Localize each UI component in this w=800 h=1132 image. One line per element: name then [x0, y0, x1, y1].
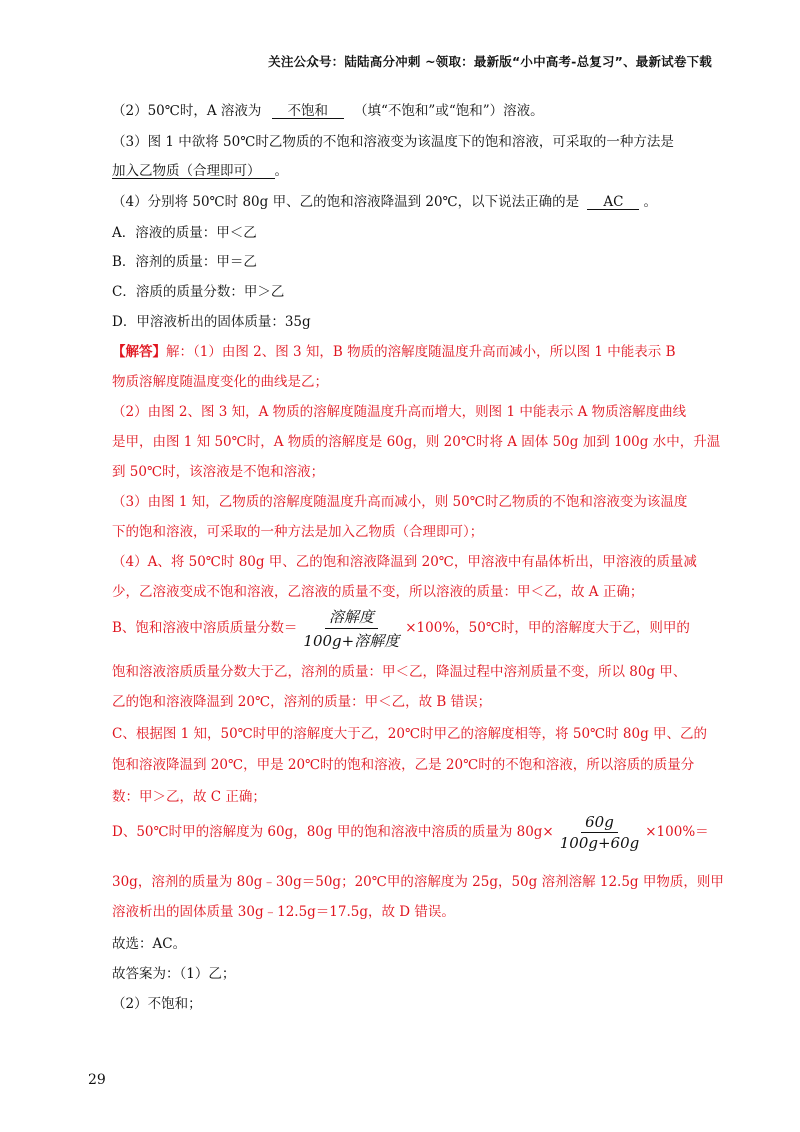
solution-line-17: 30g，溶剂的质量为 80g﹣30g＝50g；20℃甲的溶解度为 25g，50g 溶剂溶解 12.5g 甲物质，则甲 [112, 874, 724, 890]
question-3-line1: （3）图 1 中欲将 50℃时乙物质的不饱和溶液变为该温度下的饱和溶液，可采取的一种方法是 [112, 134, 674, 150]
q2-prefix: （2）50℃时，A 溶液为 [112, 103, 262, 119]
b-suffix: ×100%，50℃时，甲的溶解度大于乙，则甲的 [405, 620, 690, 636]
q3-answer: 加入乙物质（合理即可） [112, 164, 275, 179]
q4-prefix: （4）分别将 50℃时 80g 甲、乙的饱和溶液降温到 20℃，以下说法正确的是 [112, 194, 580, 210]
solution-line-1 [112, 340, 676, 360]
solution-line-5: 到 50℃时，该溶液是不饱和溶液； [112, 464, 325, 480]
solution-line-3: （2）由图 2、图 3 知，A 物质的溶解度随温度升高而增大，则图 1 中能表示 A 物质溶解度曲线 [112, 404, 687, 420]
d-prefix: D、50℃时甲的溶解度为 60g，80g 甲的饱和溶液中溶质的质量为 80g× [112, 824, 554, 840]
solution-line-13: C、根据图 1 知，50℃时甲的溶解度大于乙，20℃时甲乙的溶解度相等，将 50℃时 80g 甲、乙的 [112, 726, 708, 742]
solution-b-formula-line [112, 606, 690, 651]
b-fraction [299, 606, 403, 651]
question-4 [112, 190, 657, 210]
q4-answer: AC [587, 195, 639, 210]
solution-line-7: 下的饱和溶液，可采取的一种方法是加入乙物质（合理即可）； [112, 524, 484, 540]
page-number: 29 [88, 1072, 106, 1088]
solution-line-15: 数：甲＞乙，故 C 正确； [112, 789, 266, 805]
d-fraction-numerator: 60g [581, 813, 618, 833]
b-prefix: B、饱和溶液中溶质质量分数＝ [112, 620, 298, 636]
q4-suffix: 。 [643, 194, 657, 210]
solution-line-14: 饱和溶液降温到 20℃，甲是 20℃时的饱和溶液，乙是 20℃时的不饱和溶液，所以溶质的质量分 [112, 757, 695, 773]
q3-suffix: 。 [274, 163, 288, 179]
d-fraction-denominator: 100g+60g [559, 834, 640, 852]
q2-suffix: （填“不饱和”或“饱和”）溶液。 [354, 103, 544, 119]
option-b: B．溶剂的质量：甲＝乙 [112, 254, 257, 270]
solution-line-12: 乙的饱和溶液降温到 20℃，溶剂的质量：甲＜乙，故 B 错误； [112, 694, 492, 710]
page-header: 关注公众号：陆陆高分冲刺 ~领取：最新版“小中高考-总复习”、最新试卷下载 [268, 54, 712, 69]
d-fraction [556, 813, 644, 852]
solution-line-11: 饱和溶液溶质质量分数大于乙，溶剂的质量：甲＜乙，降温过程中溶剂质量不变，所以 80g 甲、 [112, 664, 687, 680]
answers-title: 故答案为：（1）乙； [112, 966, 236, 982]
solution-line-9: 少，乙溶液变成不饱和溶液，乙溶液的质量不变，所以溶液的质量：甲＜乙，故 A 正确； [112, 584, 644, 600]
option-d: D．甲溶液析出的固体质量：35g [112, 314, 311, 330]
solution-line-8: （4）A、将 50℃时 80g 甲、乙的饱和溶液降温到 20℃，甲溶液中有晶体析出，甲溶液的质量减 [112, 554, 697, 570]
q2-answer: 不饱和 [272, 104, 344, 119]
solution-d-formula-line [112, 813, 709, 852]
solution-line-2: 物质溶解度随温度变化的曲线是乙； [112, 374, 328, 390]
option-a: A．溶液的质量：甲＜乙 [112, 225, 257, 241]
d-suffix: ×100%＝ [645, 824, 709, 840]
question-3-line2 [112, 159, 288, 179]
solution-line-18: 溶液析出的固体质量 30g﹣12.5g＝17.5g，故 D 错误。 [112, 904, 455, 920]
b-fraction-denominator: 100g+溶解度 [303, 632, 400, 650]
solution-line-4: 是甲，由图 1 知 50℃时，A 物质的溶解度是 60g，则 20℃时将 A 固体 50g 加到 100g 水中，升温 [112, 434, 721, 450]
option-c: C．溶质的质量分数：甲＞乙 [112, 284, 285, 300]
solution-l1: 解：（1）由图 2、图 3 知，B 物质的溶解度随温度升高而减小，所以图 1 中能表示 B [166, 344, 676, 360]
question-2 [112, 99, 544, 119]
solution-line-6: （3）由图 1 知，乙物质的溶解度随温度升高而减小，则 50℃时乙物质的不饱和溶液变为该温度 [112, 494, 688, 510]
final-choice: 故选：AC。 [112, 936, 187, 952]
b-fraction-numerator: 溶解度 [325, 606, 378, 629]
answers-item-2: （2）不饱和； [112, 996, 202, 1012]
solution-tag: 【解答】 [112, 344, 166, 360]
